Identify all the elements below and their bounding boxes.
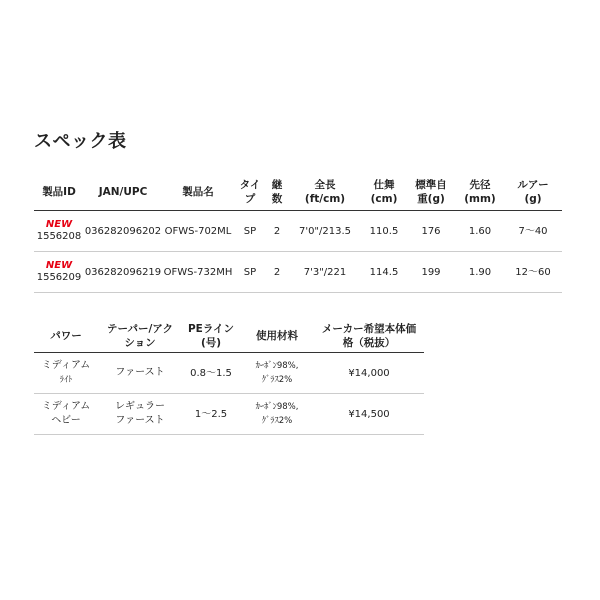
header-jan-upc: JAN/UPC (84, 174, 162, 211)
cell-power: ミディアム ﾗｲﾄ (34, 353, 98, 394)
header-product-id: 製品ID (34, 174, 84, 211)
cell-product-id: NEW 1556209 (34, 252, 84, 293)
table-row (34, 353, 424, 394)
header-weight: 標準自 重(g) (406, 174, 456, 211)
new-badge: NEW (45, 219, 73, 230)
table-row (34, 252, 562, 293)
cell-product-name: OFWS-702ML (162, 211, 234, 252)
cell-jan-upc: 036282096202 (84, 211, 162, 252)
cell-price: ¥14,000 (314, 353, 424, 394)
cell-closed-length: 114.5 (362, 252, 406, 293)
header-closed-length: 仕舞 (cm) (362, 174, 406, 211)
header-lure-weight: ルアー (g) (504, 174, 562, 211)
cell-taper-action: ファースト (98, 353, 182, 394)
header-pe-line: PEライン (号) (182, 320, 240, 353)
cell-type: SP (234, 252, 266, 293)
header-price: メーカー希望本体価 格（税抜） (314, 320, 424, 353)
cell-price: ¥14,500 (314, 394, 424, 435)
cell-jan-upc: 036282096219 (84, 252, 162, 293)
header-product-name: 製品名 (162, 174, 234, 211)
table-row (34, 394, 424, 435)
cell-tip-diameter: 1.90 (456, 252, 504, 293)
header-material: 使用材料 (240, 320, 314, 353)
cell-pe-line: 0.8〜1.5 (182, 353, 240, 394)
cell-tip-diameter: 1.60 (456, 211, 504, 252)
cell-type: SP (234, 211, 266, 252)
cell-pieces: 2 (266, 252, 288, 293)
cell-pieces: 2 (266, 211, 288, 252)
cell-material: ｶｰﾎﾞﾝ98%, ｸﾞﾗｽ2% (240, 353, 314, 394)
cell-material: ｶｰﾎﾞﾝ98%, ｸﾞﾗｽ2% (240, 394, 314, 435)
header-taper-action: テーパー/アク ション (98, 320, 182, 353)
header-pieces: 継 数 (266, 174, 288, 211)
header-type: タイ プ (234, 174, 266, 211)
cell-power: ミディアム ヘビー (34, 394, 98, 435)
cell-weight: 176 (406, 211, 456, 252)
cell-pe-line: 1〜2.5 (182, 394, 240, 435)
cell-product-id: NEW 1556208 (34, 211, 84, 252)
table-row (34, 211, 562, 252)
cell-weight: 199 (406, 252, 456, 293)
cell-length: 7'3"/221 (288, 252, 362, 293)
spec-table-main (34, 174, 562, 293)
cell-lure-weight: 12〜60 (504, 252, 562, 293)
cell-lure-weight: 7〜40 (504, 211, 562, 252)
spec-table-main-header (34, 174, 562, 211)
cell-taper-action: レギュラー ファースト (98, 394, 182, 435)
cell-product-name: OFWS-732MH (162, 252, 234, 293)
header-power: パワー (34, 320, 98, 353)
header-tip-diameter: 先径 (mm) (456, 174, 504, 211)
spec-table-secondary (34, 320, 424, 435)
cell-closed-length: 110.5 (362, 211, 406, 252)
page-title: スペック表 (34, 131, 127, 152)
header-length: 全長 (ft/cm) (288, 174, 362, 211)
cell-length: 7'0"/213.5 (288, 211, 362, 252)
spec-table-secondary-header (34, 320, 424, 353)
new-badge: NEW (45, 260, 73, 271)
